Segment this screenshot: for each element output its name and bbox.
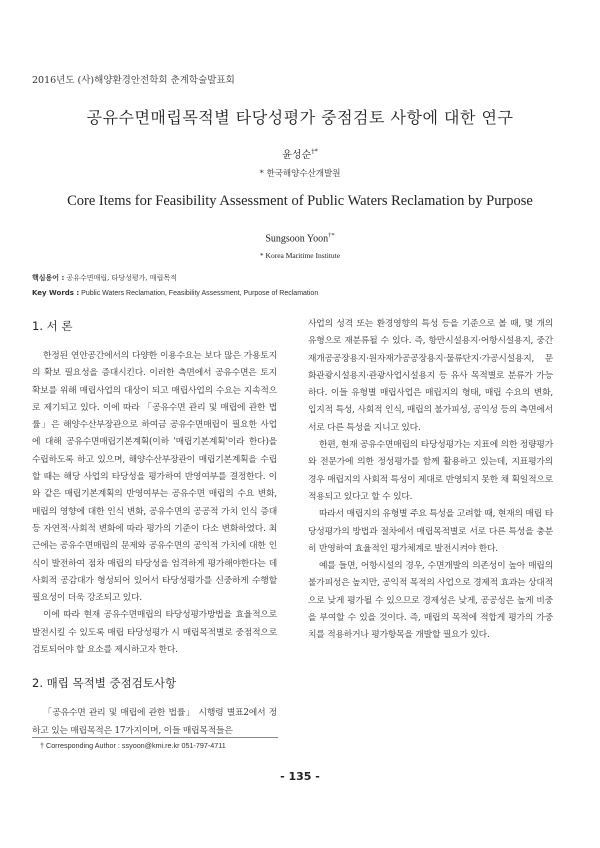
- intro-paragraph-1: 한정된 연안공간에서의 다양한 이용수요는 보다 많은 가용토지의 확보 필요성을 증대시킨다. 이러한 측면에서 공유수면은 토지 확보를 위해 매립사업의 대상이 되고 매립사업의 수요는 지속적으로 제기되고 있다. 이에 따라 「공유수면 관리 및 매립에 관한 법률」은 해양수산부장관으로 하여금 공유수면매립이 필요한 사업에 대해 공유수면매립기본계획(이하 '매립기본계획'이라 한다)을 수립하도록 하고 있으며, 해양수산부장관이 매립기본계획을 수립할 때는 해당 사업의 타당성을 평가하여 반영여부를 결정한다. 이와 같은 매립기본계획의 반영여부는 공유수면 매립의 수요 변화, 매립의 영향에 대한 인식 변화, 공유수면의 공공적 가치 인식 증대 등 자연적·사회적 변화에 따라 평가의 기준이 다소 변화하였다. 최근에는 공유수면매립의 문제와 공유수면의 공익적 가치에 대한 인식이 발전하여 점차 매립의 타당성을 엄격하게 평가해야한다는 데 사회적 공감대가 형성되어 있어서 타당성평가를 신중하게 수행할 필요성이 더욱 강조되고 있다.: [32, 351, 277, 604]
- section2-paragraph-1: 「공유수면 관리 및 매립에 관한 법률」 시행령 별표2에서 정하고 있는 매립목적은 17가지이며, 이들 매립목적들은: [32, 708, 277, 736]
- keywords-english: [32, 289, 318, 297]
- intro-paragraph-2: 이에 따라 현재 공유수면매립의 타당성평가방법을 효율적으로 발전시킬 수 있도록 매립 타당성평가 시 매립목적별로 중점적으로 검토되어야 할 요소를 제시하고자 한다.: [32, 610, 277, 656]
- right-paragraph-4: 예를 들면, 어항시설의 경우, 수면개발의 의존성이 높아 매립의 불가피성은 높지만, 공익적 목적의 사업으로 경제적 효과는 상대적으로 낮게 평가될 수 있으므로 경제성은 낮게, 공공성은 높게 비중을 부여할 수 있을 것이다. 즉, 매립의 목적에 적합게 평가의 가중치를 적용하거나 평가항목을 개발할 필요가 있다.: [308, 561, 553, 641]
- affiliation-korean: * 한국해양수산개발원: [259, 169, 341, 179]
- keywords-label-en: Key Words :: [32, 289, 80, 297]
- paper-title-english: Core Items for Feasibility Assessment of Public Waters Reclamation by Purpose: [67, 193, 533, 209]
- section-heading-review-items: 2. 매립 목적별 중점검토사항: [32, 676, 177, 691]
- footnote-text: Corresponding Author : ssyoon@kmi.re.kr 051-797-4711: [44, 741, 226, 750]
- author-mark-en: †*: [328, 232, 335, 239]
- page-number: - 135 -: [280, 770, 320, 783]
- right-paragraph-2: 한편, 현재 공유수면매립의 타당성평가는 지표에 의한 정량평가와 전문가에 의한 정성평가를 함께 활용하고 있는데, 지표평가의 경우 매립지의 사회적 특성이 제대로 반영되지 못한 채 획일적으로 적용되고 있다고 할 수 있다.: [308, 440, 553, 502]
- section-heading-introduction: 1. 서 론: [32, 319, 73, 333]
- right-paragraph-1: 사업의 성격 또는 환경영향의 특성 등을 기준으로 볼 때, 몇 개의 유형으로 재분류될 수 있다. 즉, 항만시설용지·어항시설용지, 중간재개공공장용지·원자재가공공장용지·물류단지·가공시설용지, 문화관광시설용지·관광사업시설용지 등 유사 목적별로 분류가 가능하다. 이들 유형별 매립사업은 매립지의 형태, 매립 수요의 변화, 입지적 특성, 사회적 인식, 매립의 불가피성, 공익성 등의 측면에서 서로 다른 특성을 지니고 있다.: [308, 319, 553, 433]
- keywords-text: 공유수면매립, 타당성평가, 매립목적: [64, 274, 177, 282]
- keywords-korean: [32, 273, 177, 283]
- footnote-mark: †: [40, 741, 44, 750]
- right-paragraph-3: 따라서 매립지의 유형별 주요 특성을 고려할 때, 현재의 매립 타당성평가의 방법과 절차에서 매립목적별로 서로 다른 특성을 충분히 반영하여 효율적인 평가체계로 발전시켜야 한다.: [308, 509, 553, 554]
- left-column: [32, 312, 277, 740]
- footnote: [40, 741, 226, 750]
- author-mark: †*: [311, 147, 318, 156]
- author-name: 윤성순: [282, 150, 312, 161]
- author-name-en: Sungsoon Yoon: [265, 233, 329, 245]
- conference-header: 2016년도 (사)해양환경안전학회 춘계학술발표회: [32, 75, 235, 86]
- affiliation-english: * Korea Maritime Institute: [259, 251, 341, 260]
- keywords-text-en: Public Waters Reclamation, Feasibility Assessment, Purpose of Reclamation: [79, 290, 319, 297]
- paper-title-korean: 공유수면매립목적별 타당성평가 중점검토 사항에 대한 연구: [86, 108, 514, 127]
- right-column: [308, 316, 553, 645]
- footnote-divider: [32, 737, 278, 738]
- keywords-label: 핵심용어 :: [32, 274, 65, 282]
- author-korean: [0, 146, 600, 161]
- author-english: [0, 232, 600, 244]
